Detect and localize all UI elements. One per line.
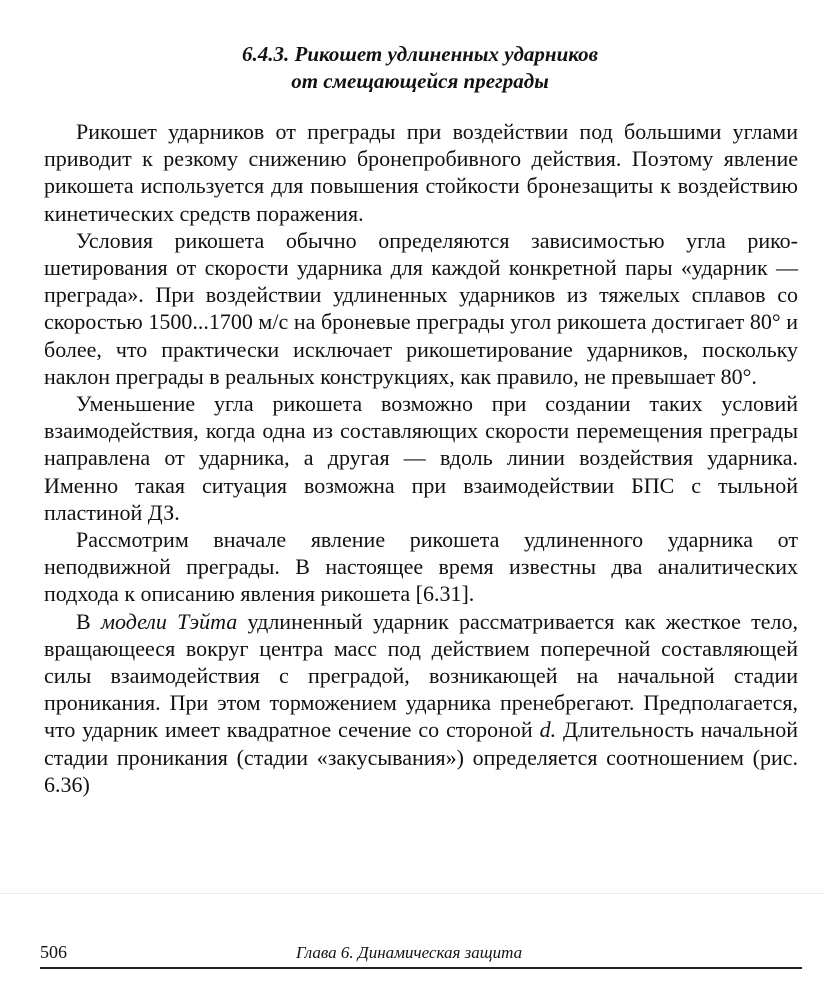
section-heading-line-1: 6.4.3. Рикошет удлиненных ударников [242, 42, 598, 66]
paragraph-1: Рикошет ударников от преграды при воздействии под большими углами приводит к резкому снижению бронепробивного действия. Поэтому явление рикошета используется для повышения стойкости бронезащиты к воздействию кинетических средств поражения. [44, 119, 798, 226]
tate-model-term: модели Тэйта [100, 608, 238, 634]
variable-d: d. [539, 717, 557, 743]
section-heading-line-2: от смещающейся преграды [291, 69, 549, 93]
paragraph-4: Рассмотрим вначале явление рикошета удлиненного ударника от неподвижной преграды. В настоящее время известны два аналитических подхода к описанию явления рикошета [6.31]. [44, 527, 798, 607]
paragraph-5-text: удлиненный ударник рассматривается как жесткое тело, вращающееся вокруг центра масс под действием поперечной составляющей силы взаимодействия с преградой, возникающей на начальной стадии проникания. При этом торможением ударника пренебрегают. Предполагается, что ударник имеет квадратное сечение со стороной [44, 608, 798, 743]
scan-edge-line [0, 893, 825, 894]
paragraph-5 [44, 608, 798, 798]
paragraph-3: Уменьшение угла рикошета возможно при создании таких условий взаимодействия, когда одна из составляющих скорости перемещения преграды направлена от ударника, а другая — вдоль линии воздействия ударника. Именно такая ситуация возможна при взаимодействии БПС с тыльной пластиной ДЗ. [44, 391, 798, 525]
paragraph-5-suffix: Длительность начальной стадии проникания (стадии «закусывания») определяется соотношением (рис. 6.36) [44, 717, 799, 797]
page-number: 506 [40, 942, 67, 962]
body-text [44, 118, 798, 798]
running-head: Глава 6. Динамическая защита [296, 943, 523, 962]
footer-rule [40, 967, 802, 969]
paragraph-2: Условия рикошета обычно определяются зависимостью угла рикошетирования от скорости ударника для каждой конкретной пары «ударник — преграда». При воздействии удлиненных ударников из тяжелых сплавов со скоростью 1500...1700 м/с на броневые преграды угол рикошета достигает 80° и более, что практически исключает рикошетирование ударников, поскольку наклон преграды в реальных конструкциях, как правило, не превышает 80°. [44, 227, 798, 389]
paragraph-5-prefix: В [76, 608, 101, 634]
